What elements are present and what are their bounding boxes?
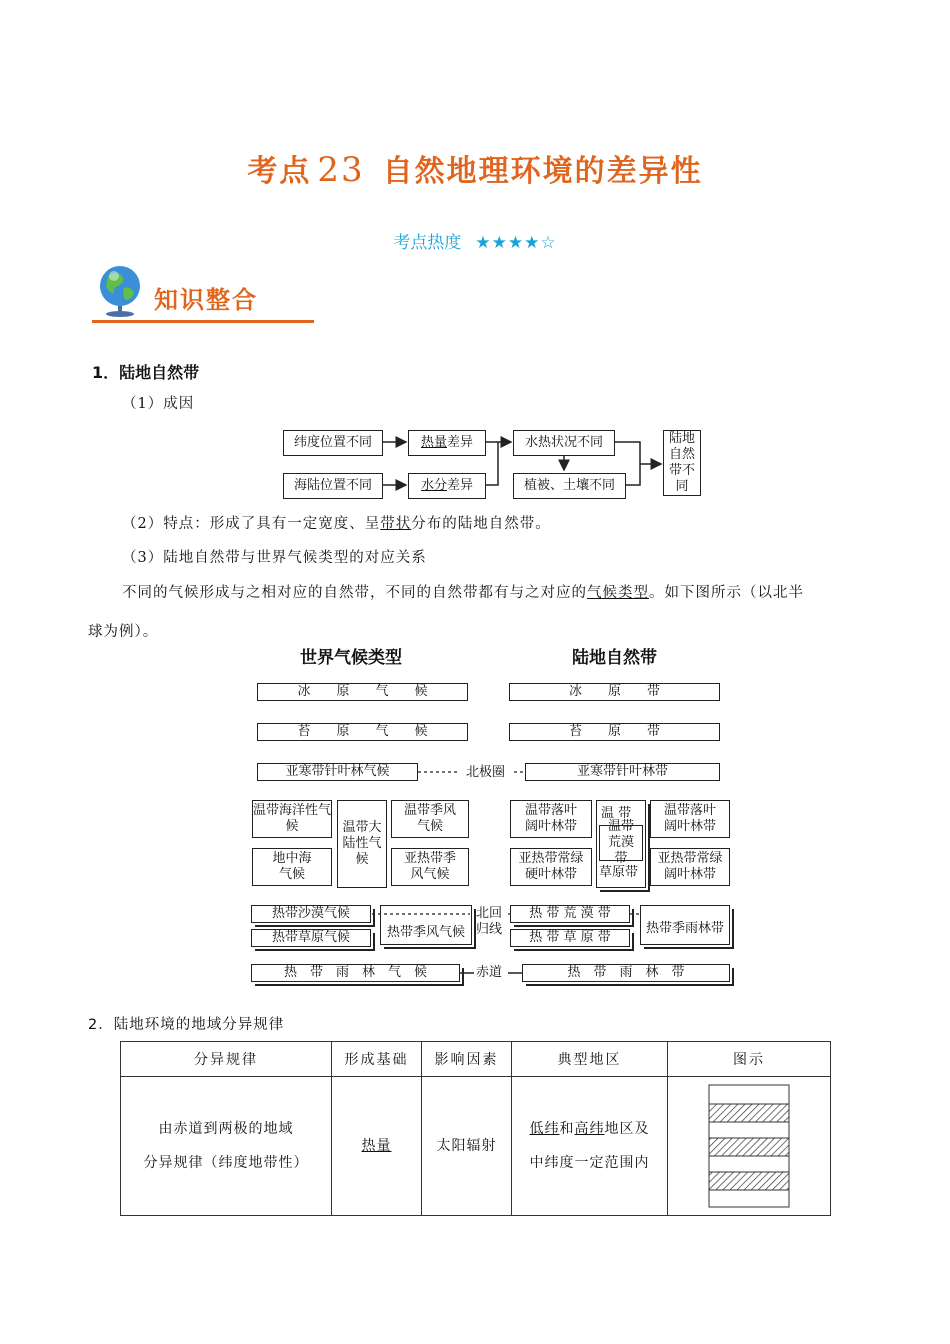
- zone-temperate-label: 温 带: [601, 806, 632, 821]
- section1-heading: 1．陆地自然带: [92, 363, 200, 382]
- climate-mediterranean: 地中海气候: [252, 848, 332, 886]
- flow-heat: 热量 差异: [408, 430, 486, 456]
- cell-rule: 由赤道到两极的地域 分异规律（纬度地带性）: [121, 1077, 332, 1216]
- header-factor: 影响因素: [422, 1042, 512, 1077]
- zonation-figure-icon: [708, 1084, 790, 1208]
- climate-tropical-rainforest: 热 带 雨 林 气 候: [283, 965, 427, 980]
- climate-tropical-monsoon: 热带季风气候: [386, 925, 465, 940]
- zonation-table: [120, 1041, 831, 1216]
- climate-tropical-desert: 热带沙漠气候: [271, 906, 350, 921]
- header-region: 典型地区: [512, 1042, 668, 1077]
- tropic-of-cancer-label: 北回归线: [476, 906, 503, 937]
- climate-subtropical-monsoon: 亚热带季风气候: [391, 848, 469, 886]
- zone-subtropical-broadleaf: 亚热带常绿阔叶林带: [650, 848, 730, 886]
- climate-ice-cap: 冰 原 气 候: [257, 683, 468, 701]
- heat-stars: ★★★★☆: [475, 233, 557, 253]
- header-figure: 图示: [668, 1042, 831, 1077]
- banner-text: 知识整合: [154, 286, 258, 314]
- flow-water: 水分 差异: [408, 473, 486, 499]
- cell-basis: 热量: [332, 1077, 422, 1216]
- title-prefix: 考点: [247, 154, 312, 189]
- zone-temperate-deciduous-1: 温带落叶阔叶林带: [510, 800, 592, 838]
- correspondence-label: （3）陆地自然带与世界气候类型的对应关系: [122, 550, 427, 566]
- table-row: [121, 1077, 831, 1216]
- equator-label: 赤道: [476, 965, 503, 980]
- flow-result: 陆地自然带不同: [663, 430, 701, 496]
- title-number: 23: [317, 150, 365, 190]
- climate-temperate-marine: 温带海洋性气候: [252, 800, 332, 838]
- header-rule: 分异规律: [121, 1042, 332, 1077]
- flow-latitude: 纬度位置不同: [283, 430, 383, 456]
- zone-ice-cap: 冰 原 带: [509, 683, 720, 701]
- climate-subarctic: 亚寒带针叶林气候: [257, 763, 418, 781]
- heat-label: 考点热度: [393, 233, 462, 253]
- description-line2: 球为例）。: [88, 624, 159, 640]
- zone-tundra: 苔 原 带: [509, 723, 720, 741]
- flow-vegetation: 植被、土壤不同: [513, 473, 626, 499]
- climate-temperate-monsoon: 温带季风气候: [391, 800, 469, 838]
- flow-sea-land: 海陆位置不同: [283, 473, 383, 499]
- arctic-circle-label: 北极圈: [466, 765, 506, 780]
- zone-temperate-desert: 温带荒漠带: [599, 825, 643, 861]
- cell-factor: 太阳辐射: [422, 1077, 512, 1216]
- header-basis: 形成基础: [332, 1042, 422, 1077]
- climate-temperate-continental: 温带大陆性气候: [337, 800, 387, 888]
- diagram-left-title: 世界气候类型: [300, 648, 402, 668]
- zone-tropical-monsoon: 热带季雨林带: [645, 921, 724, 936]
- cell-figure: [668, 1077, 831, 1216]
- feature-text: （2）特点：形成了具有一定宽度、呈带状分布的陆地自然带。: [122, 516, 551, 532]
- zone-taiga: 亚寒带针叶林带: [525, 763, 720, 781]
- cause-label: （1）成因: [122, 396, 195, 412]
- flow-hydrothermal: 水热状况不同: [513, 430, 615, 456]
- climate-tropical-savanna: 热带草原气候: [271, 930, 350, 945]
- climate-tundra: 苔 原 气 候: [257, 723, 468, 741]
- cell-region: 低纬和高纬地区及 中纬度一定范围内: [512, 1077, 668, 1216]
- description-line1: 不同的气候形成与之相对应的自然带，不同的自然带都有与之对应的气候类型。如下图所示（以北半: [122, 585, 804, 601]
- diagram-right-title: 陆地自然带: [572, 648, 657, 668]
- zone-temperate-steppe: 草原带: [599, 865, 639, 880]
- table-header-row: [121, 1042, 831, 1077]
- zone-tropical-rainforest: 热 带 雨 林 带: [567, 965, 685, 980]
- section2-heading: 2．陆地环境的地域分异规律: [88, 1017, 285, 1033]
- zone-tropical-desert: 热 带 荒 漠 带: [529, 906, 611, 921]
- title-text: 自然地理环境的差异性: [382, 154, 703, 189]
- zone-temperate-deciduous-2: 温带落叶阔叶林带: [650, 800, 730, 838]
- zone-tropical-savanna: 热 带 草 原 带: [529, 930, 611, 945]
- zone-subtropical-hardleaf: 亚热带常绿硬叶林带: [510, 848, 592, 886]
